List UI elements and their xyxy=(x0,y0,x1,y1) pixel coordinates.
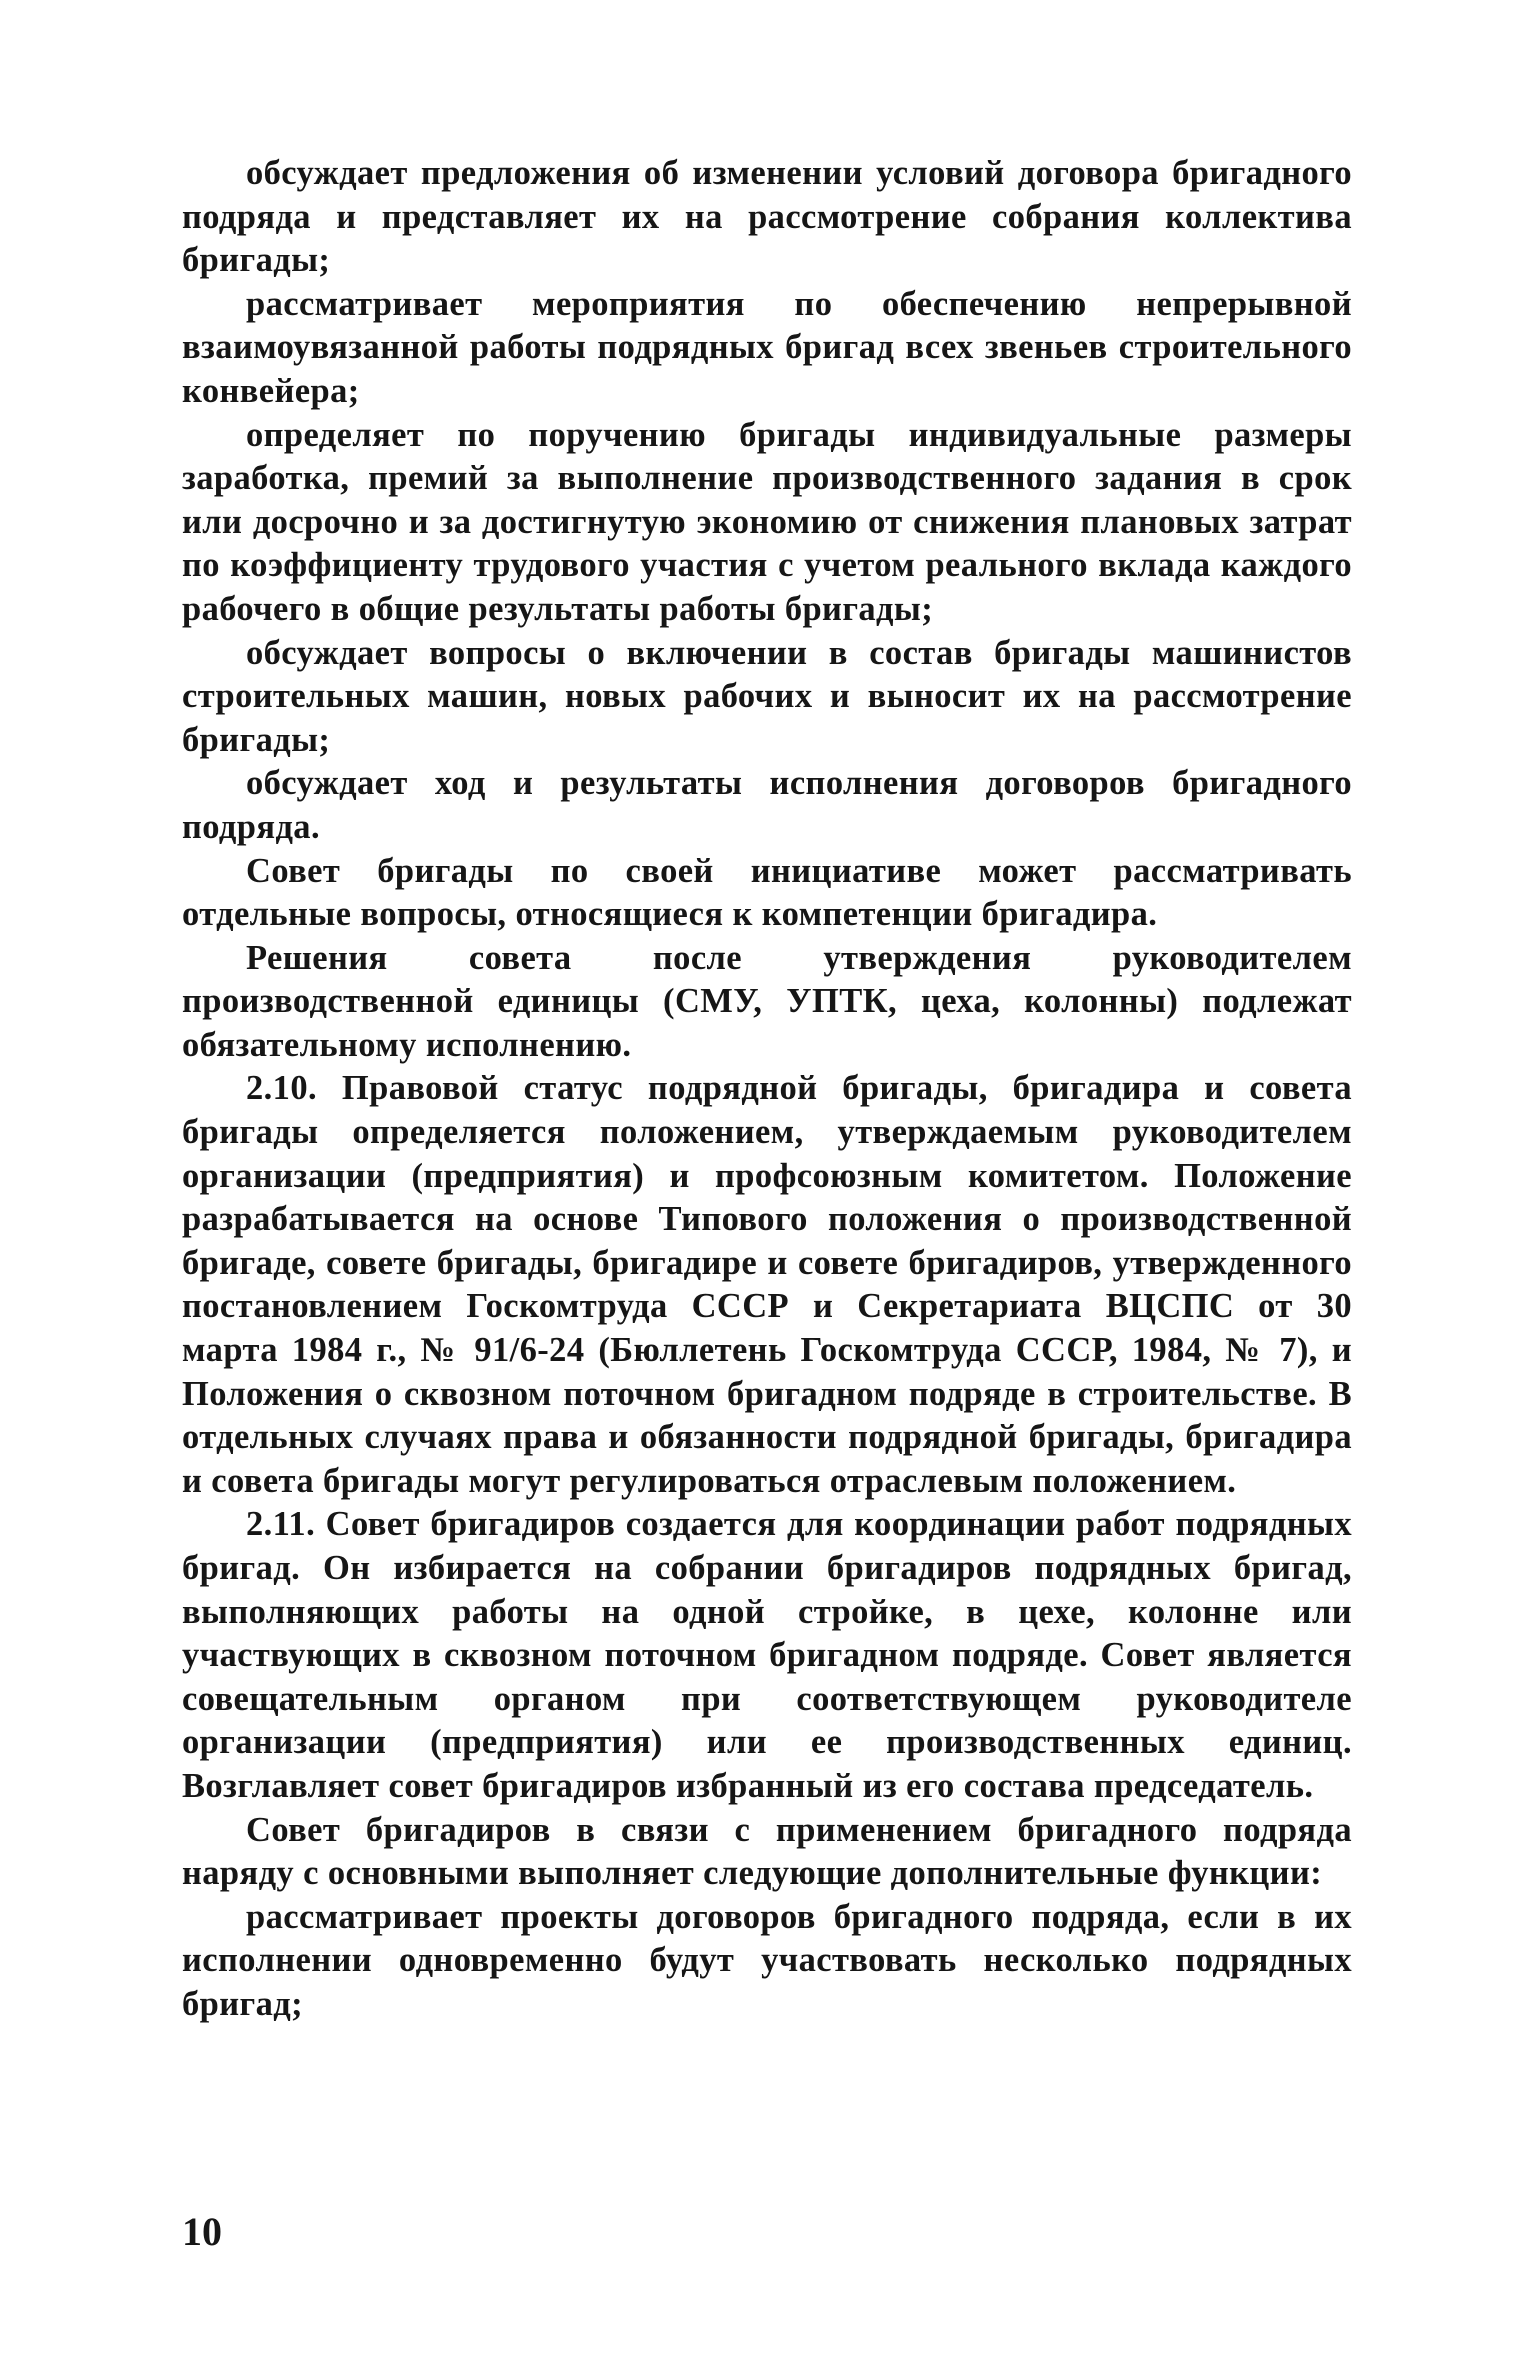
paragraph-3: определяет по поручению бригады индивидуальные размеры заработка, премий за выполнение производственного задания в срок или досрочно и за достигнутую экономию от снижения плановых затрат по коэффициенту трудового участия с учетом реального вклада каждого рабочего в общие результаты работы бригады; xyxy=(182,415,1352,628)
paragraph-8-section-2-10: 2.10. Правовой статус подрядной бригады, бригадира и совета бригады определяется положением, утверждаемым руководителем организации (предприятия) и профсоюзным комитетом. Положение разрабатывается на основе Типового положения о производственной бригаде, совете бригады, бригадире и совете бригадиров, утвержденного постановлением Госкомтруда СССР и Секретариата ВЦСПС от 30 марта 1984 г., № 91/6-24 (Бюллетень Госкомтруда СССР, 1984, № 7), и Положения о сквозном поточном бригадном подряде в строительстве. В отдельных случаях права и обязанности подрядной бригады, бригадира и совета бригады могут регулироваться отраслевым положением. xyxy=(182,1069,1352,1500)
paragraph-5: обсуждает ход и результаты исполнения договоров бригадного подряда. xyxy=(182,764,1352,846)
paragraph-4: обсуждает вопросы о включении в состав бригады машинистов строительных машин, новых рабочих и выносит их на рассмотрение бригады; xyxy=(182,633,1352,759)
paragraph-11: рассматривает проекты договоров бригадного подряда, если в их исполнении одновременно будут участвовать несколько подрядных бригад; xyxy=(182,1897,1352,2023)
paragraph-9-section-2-11: 2.11. Совет бригадиров создается для координации работ подрядных бригад. Он избирается на собрании бригадиров подрядных бригад, выполняющих работы на одной стройке, в цехе, колонне или участвующих в сквозном поточном бригадном подряде. Совет является совещательным органом при соответствующем руководителе организации (предприятия) или ее производственных единиц. Возглавляет совет бригадиров избранный из его состава председатель. xyxy=(182,1505,1352,1805)
paragraph-1: обсуждает предложения об изменении условий договора бригадного подряда и представляет их на рассмотрение собрания коллектива бригады; xyxy=(182,154,1352,280)
paragraph-10: Совет бригадиров в связи с применением бригадного подряда наряду с основными выполняет следующие дополнительные функции: xyxy=(182,1810,1352,1893)
paragraph-6: Совет бригады по своей инициативе может рассматривать отдельные вопросы, относящиеся к компетенции бригадира. xyxy=(182,851,1352,934)
paragraph-7: Решения совета после утверждения руководителем производственной единицы (СМУ, УПТК, цеха, колонны) подлежат обязательному исполнению. xyxy=(182,938,1352,1064)
paragraph-2: рассматривает мероприятия по обеспечению непрерывной взаимоувязанной работы подрядных бригад всех звеньев строительного конвейера; xyxy=(182,284,1352,410)
body-text xyxy=(182,152,1352,2027)
page-number: 10 xyxy=(182,2209,222,2254)
